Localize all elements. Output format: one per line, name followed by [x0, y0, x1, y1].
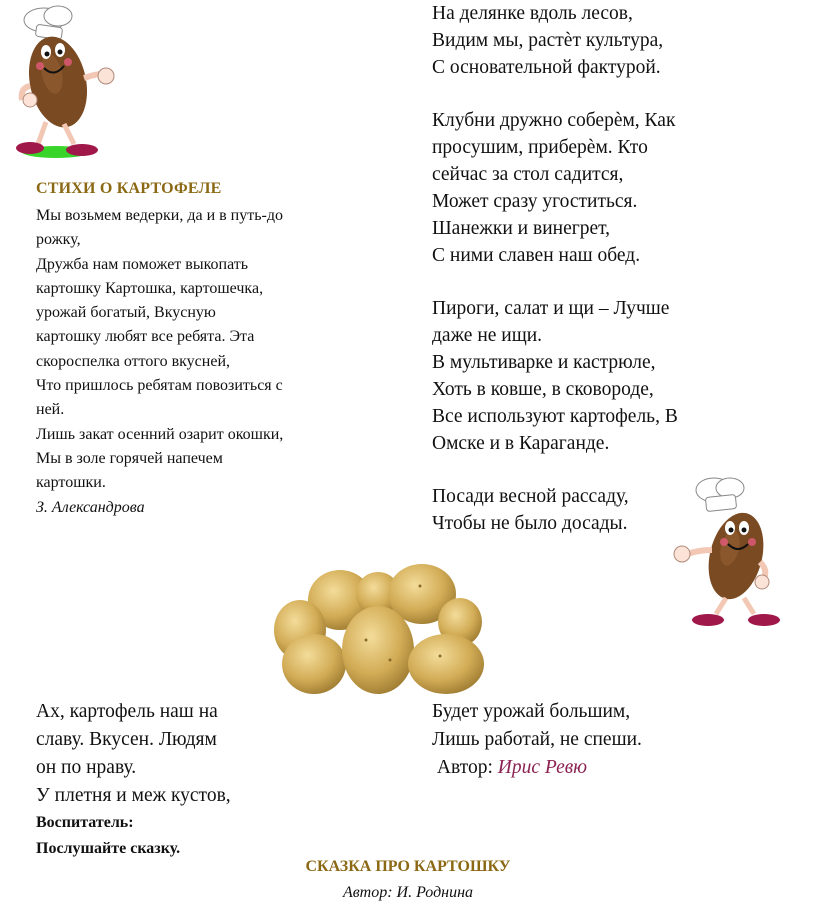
tale-title: СКАЗКА ПРО КАРТОШКУ [305, 858, 511, 875]
poem-line: С ними славен наш обед. [432, 245, 641, 266]
poem-line: просушим, приберѐм. Кто [432, 137, 648, 158]
poem-line: Хоть в ковше, в сковороде, [432, 379, 654, 400]
poem-line: Посади весной рассаду, [432, 486, 629, 507]
poem-line: С основательной фактурой. [432, 57, 661, 78]
poem-line: даже не ищи. [432, 325, 543, 346]
poem-line: Чтобы не было досады. [432, 513, 628, 534]
speaker-speech: Послушайте сказку. [36, 840, 181, 857]
poem-line: Пироги, салат и щи – Лучше [432, 298, 670, 319]
poem-line: Лишь закат осенний озарит окошки, [36, 425, 284, 443]
poem-line: На делянке вдоль лесов, [432, 3, 633, 24]
left-poem-title: СТИХИ О КАРТОФЕЛЕ [36, 180, 222, 197]
potato-pile-illustration [270, 560, 490, 700]
stanza-gap [432, 269, 802, 295]
poem-line: Может сразу угоститься. [432, 191, 638, 212]
author-name: Ирис Ревю [497, 757, 587, 778]
poem-line: Омске и в Караганде. [432, 433, 610, 454]
poem-author-line [432, 754, 642, 782]
poem-line: У плетня и меж кустов, [36, 785, 231, 806]
speaker-label: Воспитатель: [36, 814, 134, 831]
poem-line: картошку любят все ребята. Эта [36, 328, 255, 346]
poem-line: ней. [36, 401, 65, 419]
poem-line: картошку Картошка, картошечка, [36, 279, 264, 297]
right-poem [432, 0, 802, 537]
poem-line: В мультиварке и кастрюле, [432, 352, 656, 373]
poem-line: Будет урожай большим, [432, 701, 631, 722]
poem-line: Мы в золе горячей напечем [36, 449, 223, 467]
poem-line: славу. Вкусен. Людям [36, 729, 217, 750]
poem-line: сейчас за стол садится, [432, 164, 624, 185]
poem-line: рожку, [36, 231, 81, 249]
tale-author: Автор: И. Роднина [342, 884, 474, 901]
poem-line: Все используют картофель, В [432, 406, 678, 427]
poem-line: Мы возьмем ведерки, да и в путь-до [36, 207, 283, 224]
potato-chef-mascot-icon [8, 4, 120, 160]
poem-line: Видим мы, растѐт культура, [432, 30, 664, 51]
poem-line: Ах, картофель наш на [36, 701, 218, 722]
poem-line: Лишь работай, не спеши. [432, 729, 642, 750]
poem-line: он по нраву. [36, 757, 137, 778]
poem-line: картошки. [36, 474, 106, 492]
left-poem [36, 204, 336, 520]
poem-line: Что пришлось ребятам повозиться с [36, 377, 283, 395]
poem-line: урожай богатый, Вкусную [36, 304, 216, 322]
poem-line: Шанежки и винегрет, [432, 218, 611, 239]
stanza-gap [432, 81, 802, 107]
poem-line: Дружба нам поможет выкопать [36, 255, 249, 273]
poem-line: скороспелка оттого вкусней, [36, 352, 230, 370]
poem-line: Клубни дружно соберѐм, Как [432, 110, 676, 131]
bottom-left-poem [36, 698, 231, 862]
author-label: Автор: [436, 757, 498, 778]
left-poem-author: З. Александрова [36, 498, 145, 516]
potato-chef-mascot-icon [668, 474, 784, 632]
bottom-right-poem [432, 698, 642, 782]
